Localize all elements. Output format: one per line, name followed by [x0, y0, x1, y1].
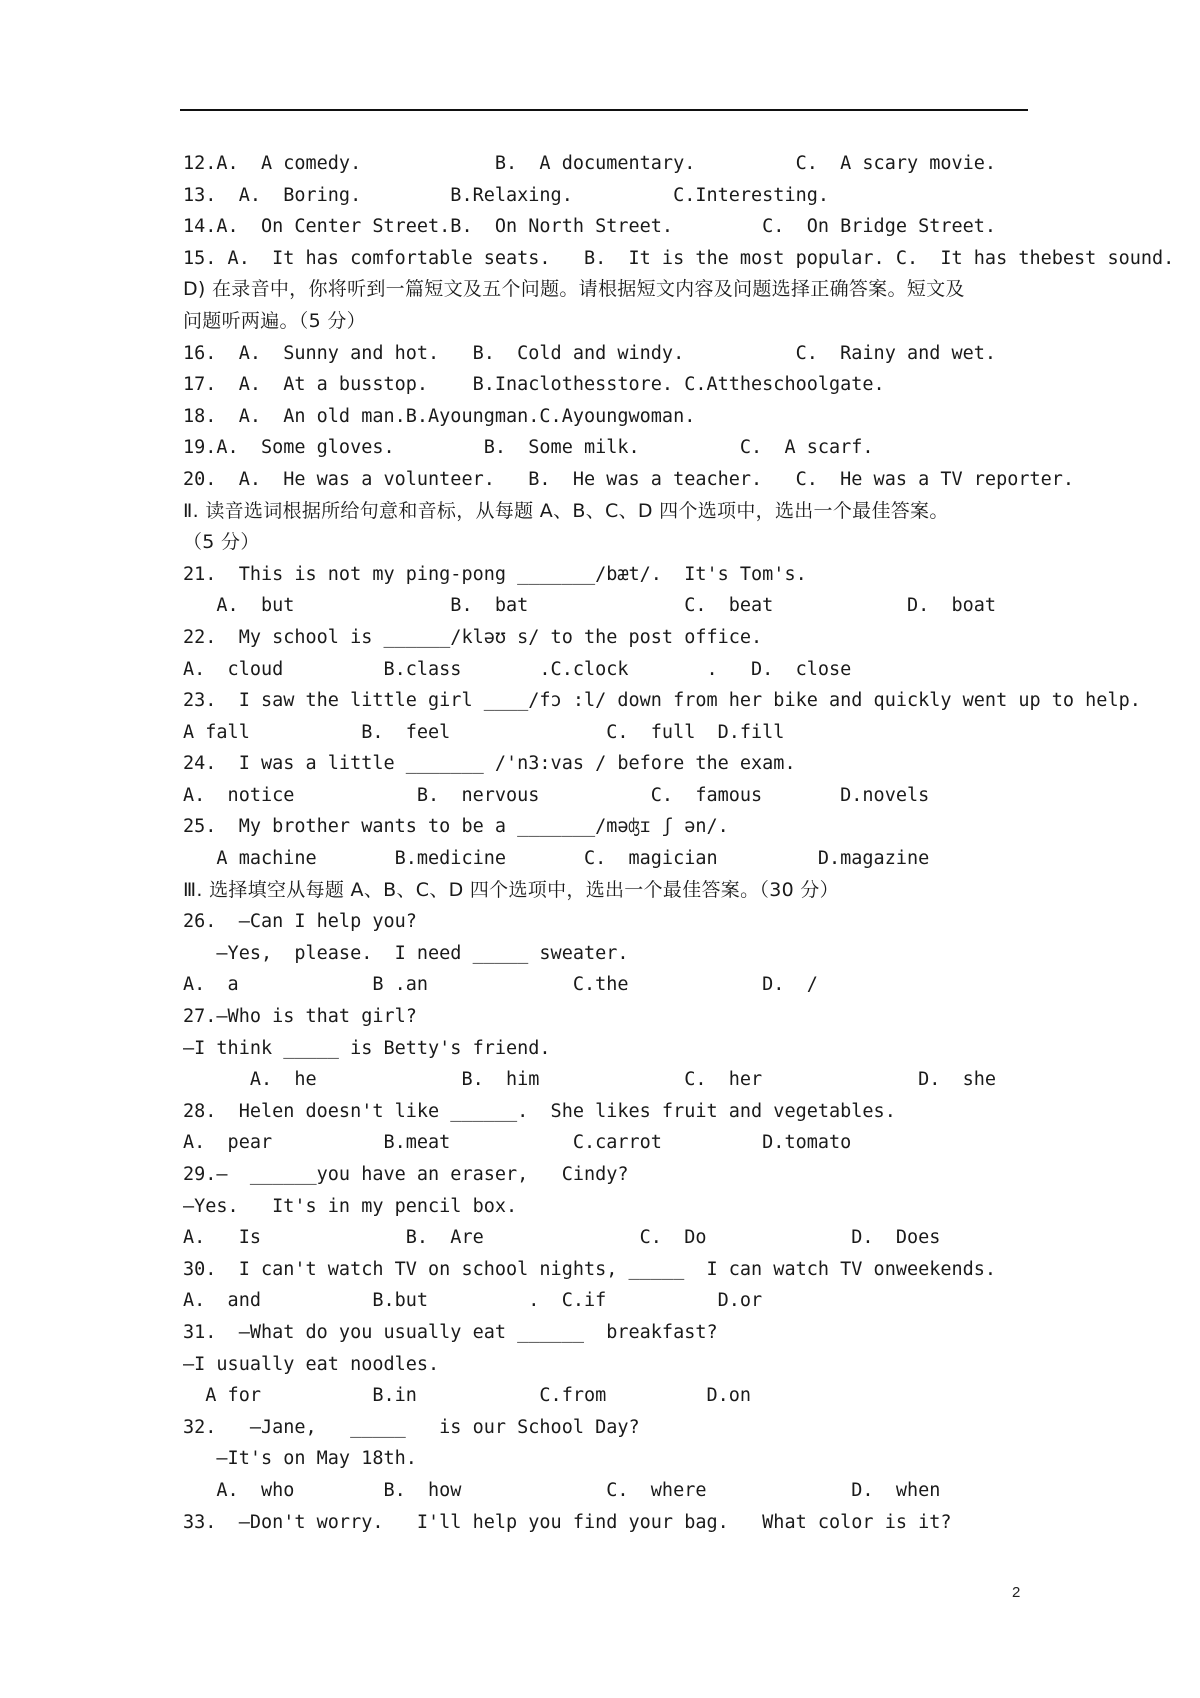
question-line: 27.—Who is that girl?: [183, 1006, 417, 1028]
question-line: 20. A. He was a volunteer. B. He was a teacher. C. He was a TV reporter.: [183, 468, 1075, 490]
question-line: A. and B.but . C.if D.or: [183, 1290, 763, 1312]
question-line: —Yes. It's in my pencil box.: [183, 1195, 518, 1217]
document-body: [183, 148, 1175, 1538]
question-line: A for B.in C.from D.on: [183, 1385, 752, 1407]
header-rule: [180, 109, 1028, 111]
question-line: 21. This is not my ping-pong _______/bæt/. It's Tom's.: [183, 563, 807, 585]
question-line: 17. A. At a busstop. B.Inaclothesstore. C.Attheschoolgate.: [183, 374, 885, 396]
question-line: 12.A. A comedy. B. A documentary. C. A scary movie.: [183, 153, 997, 174]
question-line: 13. A. Boring. B.Relaxing. C.Interesting.: [183, 184, 830, 206]
question-line: A. a B .an C.the D. /: [183, 974, 818, 996]
section-instruction: （5 分）: [183, 531, 260, 554]
question-line: —Yes, please. I need _____ sweater.: [183, 942, 629, 964]
question-line: 22. My school is ______/kləʊ s/ to the post office.: [183, 626, 763, 648]
question-line: —I think _____ is Betty's friend.: [183, 1037, 551, 1059]
section-instruction: 问题听两遍。（5 分）: [183, 309, 366, 332]
question-line: —It's on May 18th.: [183, 1448, 417, 1470]
question-line: 23. I saw the little girl ____/fɔ :l/ down from her bike and quickly went up to help.: [183, 690, 1141, 712]
question-line: A. notice B. nervous C. famous D.novels: [183, 784, 930, 806]
question-line: 26. —Can I help you?: [183, 911, 417, 933]
section-instruction: Ⅱ. 读音选词根据所给句意和音标，从每题 A、B、C、D 四个选项中，选出一个最佳答案。: [183, 499, 949, 522]
question-line: 25. My brother wants to be a _______/məʤɪ ʃ ən/.: [183, 816, 729, 838]
question-line: 15. A. It has comfortable seats. B. It is the most popular. C. It has thebest sound.: [183, 247, 1175, 269]
question-line: 16. A. Sunny and hot. B. Cold and windy. C. Rainy and wet.: [183, 342, 997, 364]
question-line: 32. —Jane, _____ is our School Day?: [183, 1416, 640, 1438]
section-instruction: Ⅲ. 选择填空从每题 A、B、C、D 四个选项中，选出一个最佳答案。（30 分）: [183, 878, 839, 901]
question-line: A. but B. bat C. beat D. boat: [183, 595, 997, 617]
question-line: A. cloud B.class .C.clock . D. close: [183, 658, 852, 680]
question-line: A. who B. how C. where D. when: [183, 1479, 941, 1501]
question-line: A. he B. him C. her D. she: [183, 1069, 997, 1091]
question-line: 30. I can't watch TV on school nights, _____ I can watch TV onweekends.: [183, 1258, 997, 1280]
question-line: 33. —Don't worry. I'll help you find your bag. What color is it?: [183, 1511, 952, 1533]
question-line: A. Is B. Are C. Do D. Does: [183, 1227, 941, 1249]
question-line: 29.— ______you have an eraser, Cindy?: [183, 1164, 629, 1185]
question-line: 19.A. Some gloves. B. Some milk. C. A scarf.: [183, 437, 874, 459]
question-line: 14.A. On Center Street.B. On North Street. C. On Bridge Street.: [183, 216, 997, 238]
question-line: 28. Helen doesn't like ______. She likes fruit and vegetables.: [183, 1100, 896, 1122]
question-line: A. pear B.meat C.carrot D.tomato: [183, 1132, 852, 1154]
section-instruction: D) 在录音中，你将听到一篇短文及五个问题。请根据短文内容及问题选择正确答案。短文及: [183, 278, 965, 301]
question-line: A fall B. feel C. full D.fill: [183, 721, 785, 743]
page-number: 2: [1012, 1584, 1021, 1601]
question-line: 31. —What do you usually eat ______ breakfast?: [183, 1321, 718, 1343]
question-line: 24. I was a little _______ /'n3:vas / before the exam.: [183, 753, 796, 775]
question-line: A machine B.medicine C. magician D.magazine: [183, 848, 930, 870]
question-line: 18. A. An old man.B.Ayoungman.C.Ayoungwoman.: [183, 405, 696, 427]
question-line: —I usually eat noodles.: [183, 1353, 440, 1375]
